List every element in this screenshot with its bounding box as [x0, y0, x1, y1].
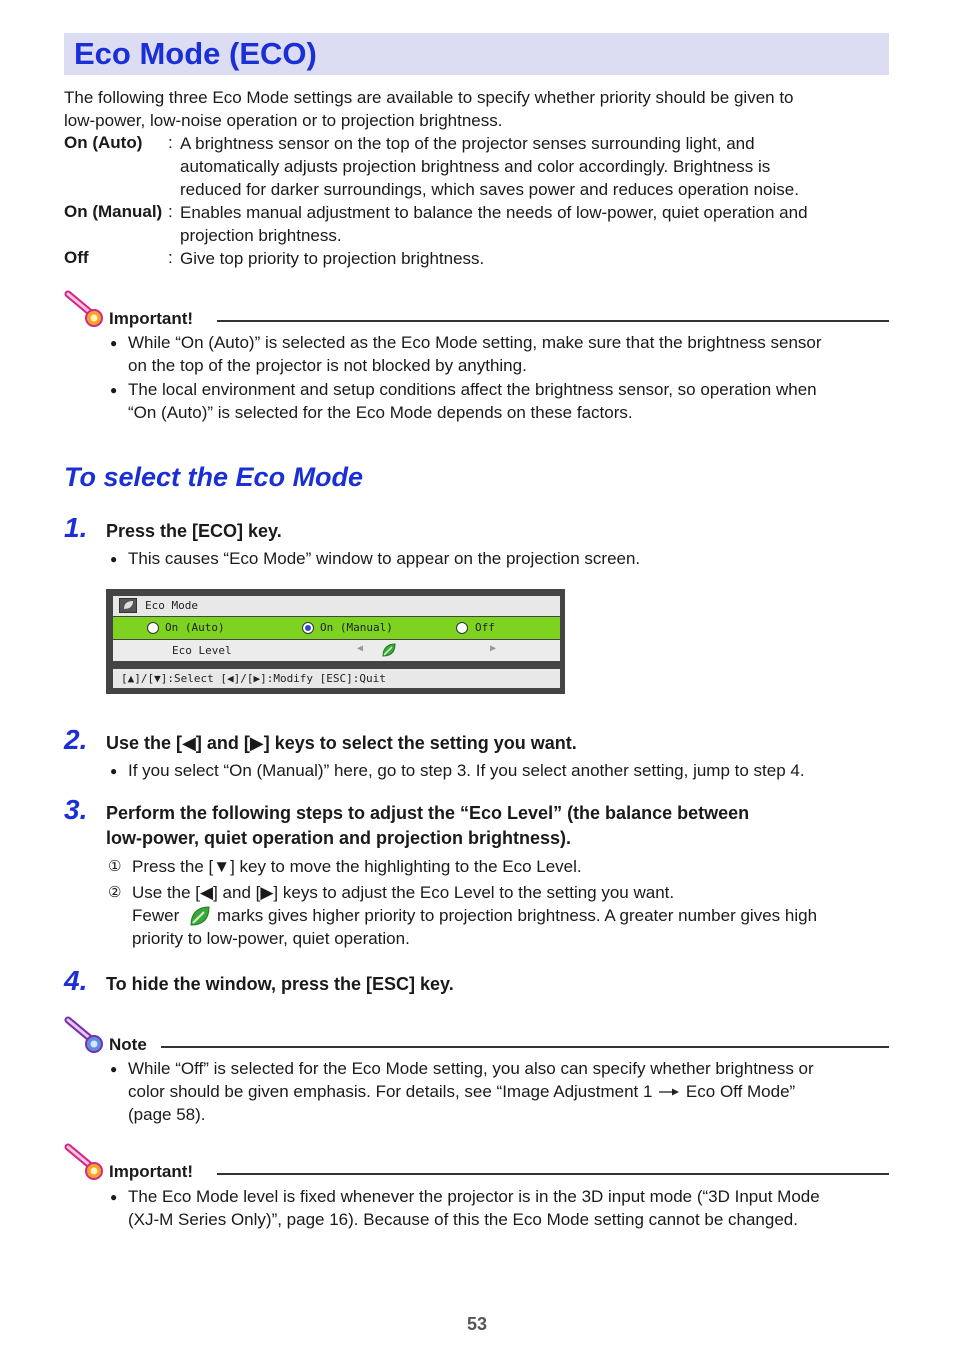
step2-bullet: If you select “On (Manual)” here, go to step 3. If you select another setting, jump to step 4.: [128, 761, 805, 780]
note-label: Note: [109, 1035, 147, 1054]
bullet-dot: ●: [110, 552, 118, 566]
substep-extra-after: marks gives higher priority to projection brightness. A greater number gives high: [217, 906, 818, 925]
def-colon: :: [168, 202, 173, 221]
option-on-auto[interactable]: On (Auto): [165, 621, 225, 634]
step-text-4: To hide the window, press the [ESC] key.: [106, 974, 454, 994]
osd-level-row[interactable]: [113, 640, 560, 661]
page-title: Eco Mode (ECO): [74, 36, 317, 71]
def-colon: :: [168, 248, 173, 267]
bullet-dot: ●: [110, 1062, 118, 1076]
right-arrow-icon[interactable]: ▶: [490, 643, 497, 654]
bullet-dot: ●: [110, 1190, 118, 1204]
arrow-right-icon: [657, 1087, 681, 1097]
left-arrow-icon[interactable]: ◀: [357, 643, 364, 654]
section-heading: To select the Eco Mode: [64, 462, 364, 492]
substep-text-2: Use the [◀] and [▶] keys to adjust the Eco Level to the setting you want.: [132, 883, 675, 902]
def-text-on-manual: Enables manual adjustment to balance the needs of low-power, quiet operation and projection brightness.: [180, 203, 808, 245]
important2-bullet: The Eco Mode level is fixed whenever the projector is in the 3D input mode (“3D Input Mode (XJ-M Series Only)”, page 16). Because of this the Eco Mode setting cannot be changed.: [128, 1187, 820, 1229]
important-rule-1: [217, 320, 889, 322]
important1-bullet-2: The local environment and setup conditions affect the brightness sensor, so operation when “On (Auto)” is selected for the Eco Mode depends on these factors.: [128, 380, 817, 422]
substep-mark-1: ①: [108, 858, 122, 875]
important-label-2: Important!: [109, 1162, 194, 1181]
option-off[interactable]: Off: [475, 621, 495, 634]
substep-extra-line2: priority to low-power, quiet operation.: [132, 929, 410, 948]
option-on-manual[interactable]: On (Manual): [320, 621, 393, 634]
note-bullet: While “Off” is selected for the Eco Mode setting, you also can specify whether brightness or color should be given emphasis. For details, see “Image Adjustment 1 Eco Off Mode” (page 58).: [128, 1059, 814, 1124]
step-text-2: Use the [◀] and [▶] keys to select the setting you want.: [106, 733, 577, 753]
eco-level-label: Eco Level: [172, 644, 232, 657]
osd-options-row[interactable]: [113, 617, 560, 639]
def-term-on-manual: On (Manual): [64, 202, 163, 221]
step-number-1: 1.: [64, 512, 88, 543]
def-text-off: Give top priority to projection brightness.: [180, 249, 485, 268]
osd-title-row: Eco Mode: [113, 596, 560, 616]
step-text-3: Perform the following steps to adjust the “Eco Level” (the balance between low-power, quiet operation and projection brightness).: [106, 803, 750, 848]
page-number: 53: [466, 1314, 488, 1334]
def-term-on-auto: On (Auto): [64, 133, 143, 152]
eco-leaf-icon: [188, 904, 212, 928]
substep-text-1: Press the [▼] key to move the highlighting to the Eco Level.: [132, 857, 582, 876]
important1-bullet-1: While “On (Auto)” is selected as the Eco Mode setting, make sure that the brightness sensor on the top of the projector is not blocked by anything.: [128, 333, 822, 375]
eco-mode-osd-window: [106, 589, 565, 694]
important-label-1: Important!: [109, 309, 194, 328]
radio-on-auto[interactable]: [147, 622, 159, 634]
step-text-1: Press the [ECO] key.: [106, 521, 282, 541]
intro-line-1: The following three Eco Mode settings are available to specify whether priority should be given to: [64, 88, 794, 107]
osd-hint-row: [▲]/[▼]:Select [◀]/[▶]:Modify [ESC]:Quit: [113, 669, 560, 688]
def-colon: :: [168, 133, 173, 152]
note-rule: [161, 1046, 889, 1048]
substep-extra-before: Fewer: [132, 906, 180, 925]
important-rule-2: [217, 1173, 889, 1175]
step-number-2: 2.: [64, 724, 88, 755]
step-number-3: 3.: [64, 794, 88, 825]
eco-window-icon: [119, 598, 137, 613]
radio-on-manual[interactable]: [302, 622, 314, 634]
radio-off[interactable]: [456, 622, 468, 634]
bullet-dot: ●: [110, 336, 118, 350]
substep-mark-2: ②: [108, 884, 122, 901]
important-pencil-icon: [64, 290, 106, 330]
bullet-dot: ●: [110, 383, 118, 397]
important-pencil-icon: [64, 1143, 106, 1183]
step-number-4: 4.: [64, 965, 88, 996]
note-pencil-icon: [64, 1016, 106, 1056]
eco-leaf-icon: [381, 642, 397, 658]
def-text-on-auto: A brightness sensor on the top of the projector senses surrounding light, and automatically adjusts projection brightness and color accordingly. Brightness is reduced for darker surroundings, which saves power and reduces operation noise.: [180, 134, 799, 199]
def-term-off: Off: [64, 248, 89, 267]
step1-bullet: This causes “Eco Mode” window to appear on the projection screen.: [128, 549, 641, 568]
intro-line-2: low-power, low-noise operation or to projection brightness.: [64, 111, 503, 130]
bullet-dot: ●: [110, 764, 118, 778]
